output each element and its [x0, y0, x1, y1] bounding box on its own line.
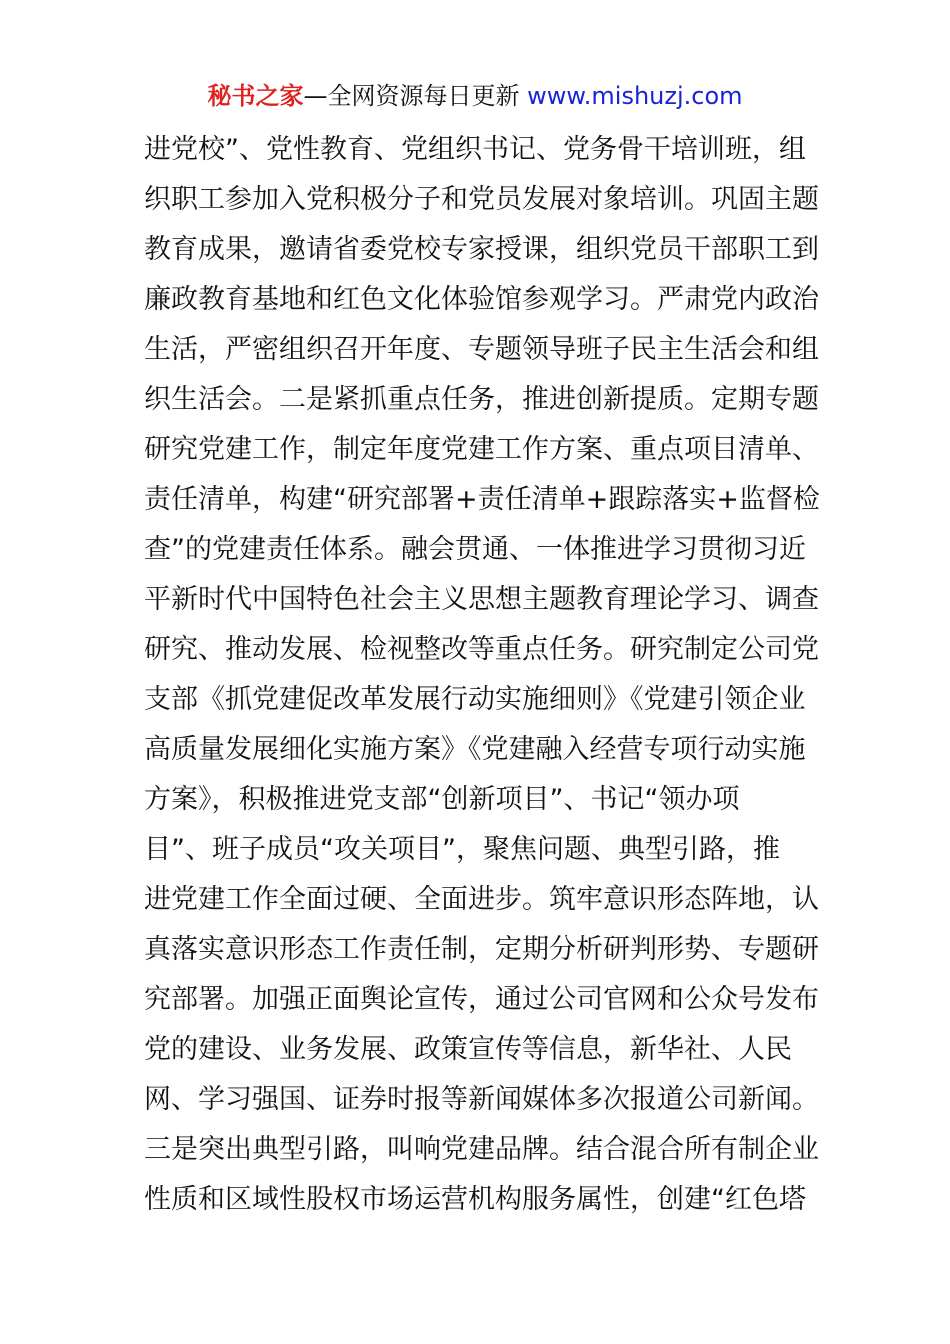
- text-line-6: 织生活会。二是紧抓重点任务，推进创新提质。定期专题: [144, 384, 819, 415]
- text-line-18: 究部署。加强正面舆论宣传，通过公司官网和公众号发布: [144, 984, 819, 1015]
- text-line-12: 支部《抓党建促改革发展行动实施细则》《党建引领企业: [144, 684, 806, 715]
- text-line-17: 真落实意识形态工作责任制，定期分析研判形势、专题研: [144, 934, 819, 965]
- text-line-5: 生活，严密组织召开年度、专题领导班子民主生活会和组: [144, 334, 819, 365]
- site-url-link[interactable]: www.mishuzj.com: [527, 82, 743, 110]
- document-body: [144, 125, 824, 1225]
- text-line-3: 教育成果，邀请省委党校专家授课，组织党员干部职工到: [144, 234, 819, 265]
- text-line-19: 党的建设、业务发展、政策宣传等信息，新华社、人民: [144, 1034, 792, 1065]
- text-line-8: 责任清单，构建“研究部署+责任清单+跟踪落实+监督检: [144, 484, 820, 515]
- text-line-11: 研究、推动发展、检视整改等重点任务。研究制定公司党: [144, 634, 819, 665]
- site-name: 秘书之家: [207, 82, 304, 110]
- text-line-4: 廉政教育基地和红色文化体验馆参观学习。严肃党内政治: [144, 284, 819, 315]
- text-line-7: 研究党建工作，制定年度党建工作方案、重点项目清单、: [144, 434, 819, 465]
- text-line-2: 织职工参加入党积极分子和党员发展对象培训。巩固主题: [144, 184, 819, 215]
- text-line-14: 方案》，积极推进党支部“创新项目”、书记“领办项: [144, 784, 740, 815]
- site-tagline: —全网资源每日更新: [303, 82, 528, 110]
- text-line-9: 查”的党建责任体系。融会贯通、一体推进学习贯彻习近: [144, 534, 806, 565]
- text-line-21: 三是突出典型引路，叫响党建品牌。结合混合所有制企业: [144, 1134, 819, 1165]
- text-line-13: 高质量发展细化实施方案》《党建融入经营专项行动实施: [144, 734, 806, 765]
- text-line-10: 平新时代中国特色社会主义思想主题教育理论学习、调查: [144, 584, 819, 615]
- page-header: [0, 80, 950, 112]
- text-line-1: 进党校”、党性教育、党组织书记、党务骨干培训班，组: [144, 134, 806, 165]
- text-line-16: 进党建工作全面过硬、全面进步。筑牢意识形态阵地，认: [144, 884, 819, 915]
- text-line-22: 性质和区域性股权市场运营机构服务属性，创建“红色塔: [144, 1184, 806, 1215]
- text-line-20: 网、学习强国、证券时报等新闻媒体多次报道公司新闻。: [144, 1084, 819, 1115]
- text-line-15: 目”、班子成员“攻关项目”，聚焦问题、典型引路，推: [144, 834, 780, 865]
